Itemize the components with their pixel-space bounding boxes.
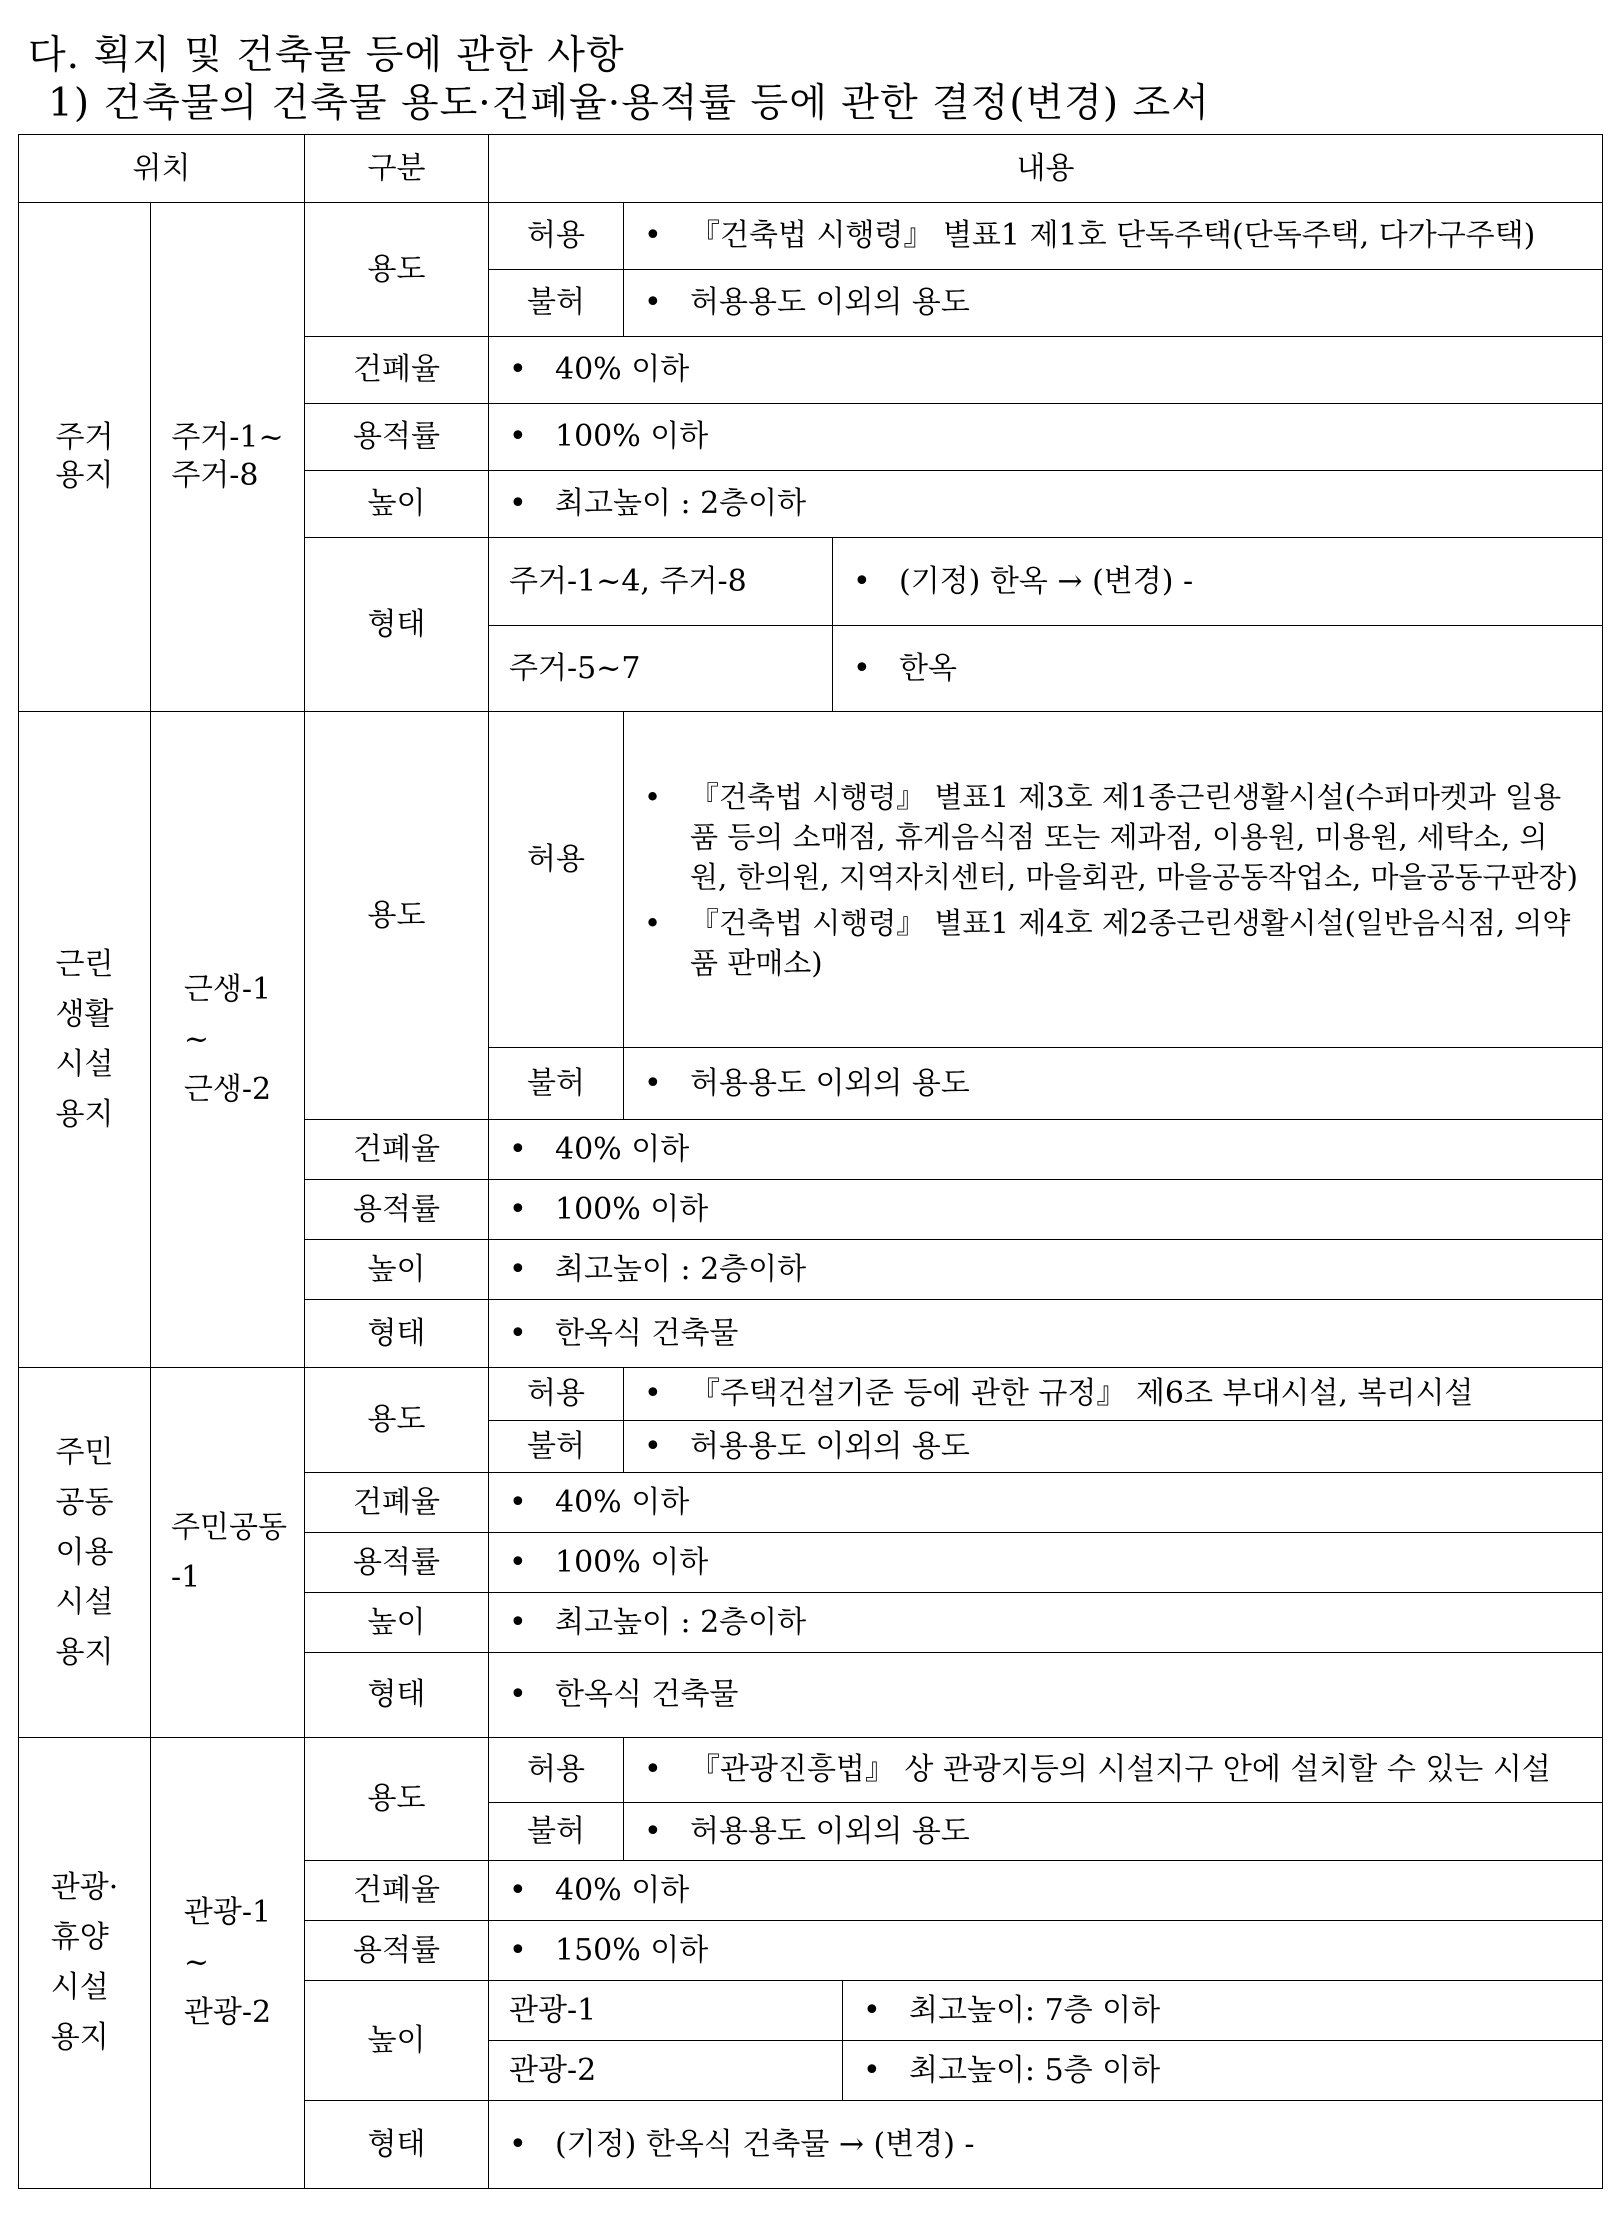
- zone-lots-community: 주민공동 -1: [151, 1368, 305, 1738]
- label-allowed: 허용: [489, 203, 624, 270]
- label-form: 형태: [305, 1653, 489, 1738]
- neighborhood-far: • 100% 이하: [489, 1180, 1603, 1240]
- neighborhood-allowed-use: [624, 712, 1603, 1048]
- neighborhood-coverage: • 40% 이하: [489, 1120, 1603, 1180]
- residential-height: • 최고높이 : 2층이하: [489, 471, 1603, 538]
- residential-far: • 100% 이하: [489, 404, 1603, 471]
- tourism-height-a-lot: 관광-1: [489, 1981, 843, 2041]
- tourism-height-a: • 최고높이: 7층 이하: [843, 1981, 1603, 2041]
- label-coverage: 건폐율: [305, 337, 489, 404]
- residential-form-a: • (기정) 한옥 → (변경) -: [833, 538, 1603, 626]
- tourism-disallowed-use: • 허용용도 이외의 용도: [624, 1803, 1603, 1861]
- list-item: • 『건축법 시행령』 별표1 제3호 제1종근린생활시설(수퍼마켓과 일용품 등의 소매점, 휴게음식점 또는 제과점, 이용원, 미용원, 세탁소, 의원, 한의원, 지역자치센터, 마을회관, 마을공동작업소, 마을공동구판장): [644, 777, 1584, 897]
- label-coverage: 건폐율: [305, 1120, 489, 1180]
- label-allowed: 허용: [489, 1368, 624, 1421]
- label-disallowed: 불허: [489, 1421, 624, 1473]
- label-height: 높이: [305, 471, 489, 538]
- tourism-height-b: • 최고높이: 5층 이하: [843, 2041, 1603, 2101]
- label-use: 용도: [305, 203, 489, 337]
- community-height: • 최고높이 : 2층이하: [489, 1593, 1603, 1653]
- list-item: • 『건축법 시행령』 별표1 제4호 제2종근린생활시설(일반음식점, 의약품 판매소): [644, 903, 1584, 983]
- label-coverage: 건폐율: [305, 1473, 489, 1533]
- table-row: [19, 203, 1603, 270]
- residential-form-b-lots: 주거-5~7: [489, 626, 833, 712]
- residential-coverage: • 40% 이하: [489, 337, 1603, 404]
- label-disallowed: 불허: [489, 1803, 624, 1861]
- community-coverage: • 40% 이하: [489, 1473, 1603, 1533]
- neighborhood-form: • 한옥식 건축물: [489, 1300, 1603, 1368]
- tourism-form: • (기정) 한옥식 건축물 → (변경) -: [489, 2101, 1603, 2189]
- tourism-coverage: • 40% 이하: [489, 1861, 1603, 1921]
- label-far: 용적률: [305, 404, 489, 471]
- label-allowed: 허용: [489, 712, 624, 1048]
- label-coverage: 건폐율: [305, 1861, 489, 1921]
- residential-form-a-lots: 주거-1~4, 주거-8: [489, 538, 833, 626]
- building-regulation-table: [18, 134, 1603, 2189]
- label-use: 용도: [305, 1368, 489, 1473]
- community-form: • 한옥식 건축물: [489, 1653, 1603, 1738]
- zone-name-tourism: 관광· 휴양 시설 용지: [19, 1738, 151, 2189]
- community-far: • 100% 이하: [489, 1533, 1603, 1593]
- label-form: 형태: [305, 2101, 489, 2189]
- label-far: 용적률: [305, 1180, 489, 1240]
- zone-lots-tourism: 관광-1 ~ 관광-2: [151, 1738, 305, 2189]
- label-disallowed: 불허: [489, 270, 624, 337]
- residential-disallowed-use: • 허용용도 이외의 용도: [624, 270, 1603, 337]
- table-header-row: [19, 135, 1603, 203]
- residential-allowed-use: • 『건축법 시행령』 별표1 제1호 단독주택(단독주택, 다가구주택): [624, 203, 1603, 270]
- label-form: 형태: [305, 538, 489, 712]
- zone-name-residential: 주거 용지: [19, 203, 151, 712]
- label-form: 형태: [305, 1300, 489, 1368]
- subsection-heading: 1) 건축물의 건축물 용도·건폐율·용적률 등에 관한 결정(변경) 조서: [48, 81, 1210, 126]
- zone-lots-neighborhood: 근생-1 ~ 근생-2: [151, 712, 305, 1368]
- community-disallowed-use: • 허용용도 이외의 용도: [624, 1421, 1603, 1473]
- residential-form-b: • 한옥: [833, 626, 1603, 712]
- header-content: 내용: [489, 135, 1603, 203]
- tourism-far: • 150% 이하: [489, 1921, 1603, 1981]
- header-category: 구분: [305, 135, 489, 203]
- label-allowed: 허용: [489, 1738, 624, 1803]
- table-row: [19, 1738, 1603, 1803]
- label-use: 용도: [305, 1738, 489, 1861]
- label-use: 용도: [305, 712, 489, 1120]
- section-heading: 다. 획지 및 건축물 등에 관한 사항: [28, 33, 625, 78]
- neighborhood-disallowed-use: • 허용용도 이외의 용도: [624, 1048, 1603, 1120]
- table-row: [19, 712, 1603, 1048]
- tourism-allowed-use: • 『관광진흥법』 상 관광지등의 시설지구 안에 설치할 수 있는 시설: [624, 1738, 1603, 1803]
- label-disallowed: 불허: [489, 1048, 624, 1120]
- label-height: 높이: [305, 1593, 489, 1653]
- tourism-height-b-lot: 관광-2: [489, 2041, 843, 2101]
- neighborhood-height: • 최고높이 : 2층이하: [489, 1240, 1603, 1300]
- zone-name-neighborhood: 근린 생활 시설 용지: [19, 712, 151, 1368]
- zone-name-community: 주민 공동 이용 시설 용지: [19, 1368, 151, 1738]
- zone-lots-residential: 주거-1~ 주거-8: [151, 203, 305, 712]
- header-location: 위치: [19, 135, 305, 203]
- label-far: 용적률: [305, 1921, 489, 1981]
- label-far: 용적률: [305, 1533, 489, 1593]
- community-allowed-use: • 『주택건설기준 등에 관한 규정』 제6조 부대시설, 복리시설: [624, 1368, 1603, 1421]
- table-row: [19, 1368, 1603, 1421]
- label-height: 높이: [305, 1981, 489, 2101]
- label-height: 높이: [305, 1240, 489, 1300]
